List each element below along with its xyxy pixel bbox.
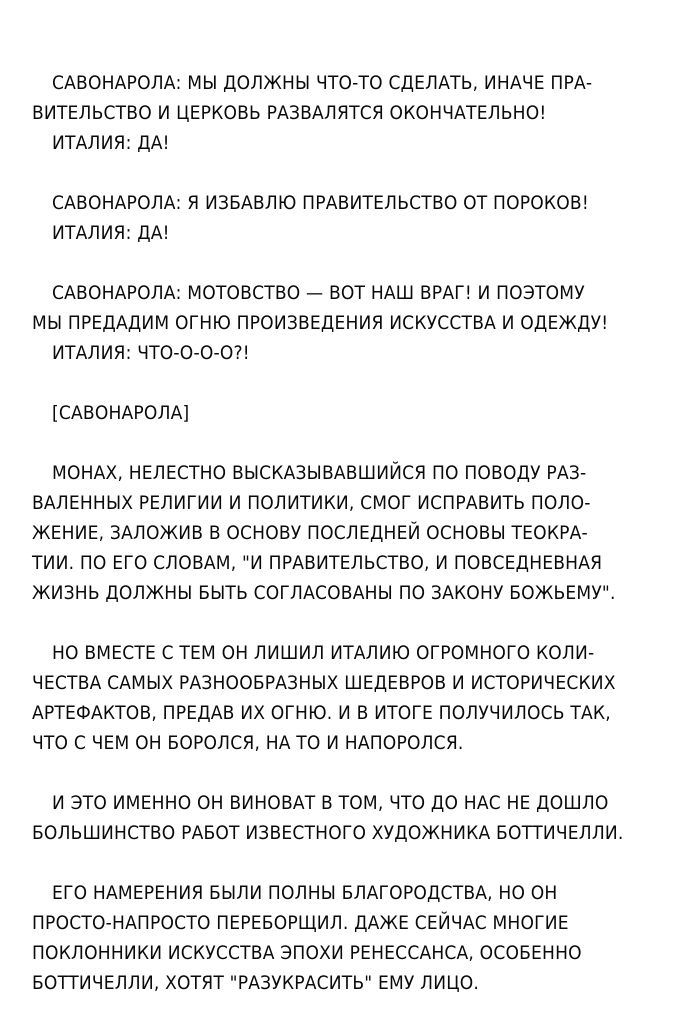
text-line: ВИТЕЛЬСТВО И ЦЕРКОВЬ РАЗВАЛЯТСЯ ОКОНЧАТЕЛЬНО! <box>32 102 547 124</box>
text-line: И ЭТО ИМЕННО ОН ВИНОВАТ В ТОМ, ЧТО ДО НАС НЕ ДОШЛО <box>52 792 609 814</box>
text-line: САВОНАРОЛА: МОТОВСТВО — ВОТ НАШ ВРАГ! И ПОЭТОМУ <box>52 282 585 304</box>
text-line: ПОКЛОННИКИ ИСКУССТВА ЭПОХИ РЕНЕССАНСА, ОСОБЕННО <box>32 942 582 964</box>
text-block <box>32 68 672 1028</box>
text-line: ИТАЛИЯ: ДА! <box>52 222 170 244</box>
text-line: САВОНАРОЛА: МЫ ДОЛЖНЫ ЧТО-ТО СДЕЛАТЬ, ИНАЧЕ ПРА- <box>52 72 593 94</box>
text-line: ЕГО НАМЕРЕНИЯ БЫЛИ ПОЛНЫ БЛАГОРОДСТВА, НО ОН <box>52 882 558 904</box>
text-line: АРТЕФАКТОВ, ПРЕДАВ ИХ ОГНЮ. И В ИТОГЕ ПОЛУЧИЛОСЬ ТАК, <box>32 702 611 724</box>
text-line: ЧТО С ЧЕМ ОН БОРОЛСЯ, НА ТО И НАПОРОЛСЯ. <box>32 732 464 754</box>
text-line: БОЛЬШИНСТВО РАБОТ ИЗВЕСТНОГО ХУДОЖНИКА БОТТИЧЕЛЛИ. <box>32 822 624 844</box>
text-line: ТИИ. ПО ЕГО СЛОВАМ, "И ПРАВИТЕЛЬСТВО, И ПОВСЕДНЕВНАЯ <box>32 552 603 574</box>
text-line: МОНАХ, НЕЛЕСТНО ВЫСКАЗЫВАВШИЙСЯ ПО ПОВОДУ РАЗ- <box>52 462 587 484</box>
text-line: ИТАЛИЯ: ДА! <box>52 132 170 154</box>
text-line: ВАЛЕННЫХ РЕЛИГИИ И ПОЛИТИКИ, СМОГ ИСПРАВИТЬ ПОЛО- <box>32 492 591 514</box>
note-paragraph-4 <box>32 878 672 998</box>
text-line: ПРОСТО-НАПРОСТО ПЕРЕБОРЩИЛ. ДАЖЕ СЕЙЧАС МНОГИЕ <box>32 912 569 934</box>
note-title <box>32 398 672 428</box>
note-title-text: [САВОНАРОЛА] <box>52 402 190 424</box>
note-paragraph-3 <box>32 788 672 848</box>
text-line: ЖЕНИЕ, ЗАЛОЖИВ В ОСНОВУ ПОСЛЕДНЕЙ ОСНОВЫ ТЕОКРА- <box>32 522 588 544</box>
text-line: МЫ ПРЕДАДИМ ОГНЮ ПРОИЗВЕДЕНИЯ ИСКУССТВА И ОДЕЖДУ! <box>32 312 609 334</box>
text-line: НО ВМЕСТЕ С ТЕМ ОН ЛИШИЛ ИТАЛИЮ ОГРОМНОГО КОЛИ- <box>52 642 595 664</box>
dialogue-paragraph-1 <box>32 68 672 158</box>
dialogue-paragraph-2 <box>32 188 672 248</box>
text-line: ИТАЛИЯ: ЧТО-О-О-О?! <box>52 342 250 364</box>
dialogue-paragraph-3 <box>32 278 672 368</box>
note-paragraph-1 <box>32 458 672 608</box>
note-paragraph-2 <box>32 638 672 758</box>
text-line: БОТТИЧЕЛЛИ, ХОТЯТ "РАЗУКРАСИТЬ" ЕМУ ЛИЦО. <box>32 972 479 994</box>
text-line: ЖИЗНЬ ДОЛЖНЫ БЫТЬ СОГЛАСОВАНЫ ПО ЗАКОНУ БОЖЬЕМУ". <box>32 582 616 604</box>
text-line: ЧЕСТВА САМЫХ РАЗНООБРАЗНЫХ ШЕДЕВРОВ И ИСТОРИЧЕСКИХ <box>32 672 616 694</box>
text-line: САВОНАРОЛА: Я ИЗБАВЛЮ ПРАВИТЕЛЬСТВО ОТ ПОРОКОВ! <box>52 192 589 214</box>
